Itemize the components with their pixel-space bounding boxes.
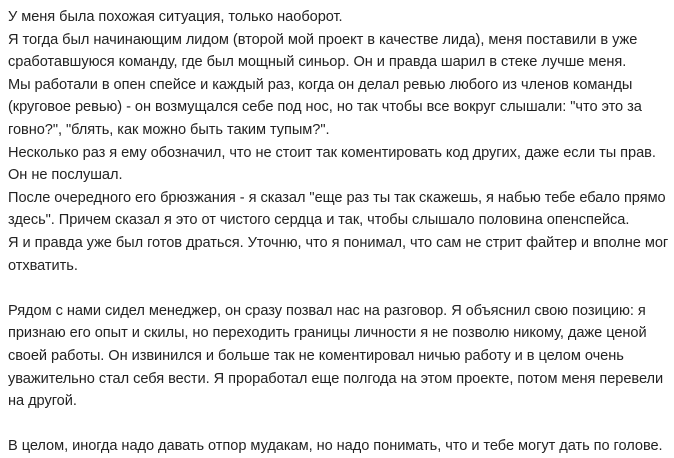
text-line: Несколько раз я ему обозначил, что не стоит так коментировать код других, даже если ты прав. [8, 144, 656, 161]
paragraph-3 [8, 435, 668, 458]
text-line: говно?", "блять, как можно быть таким тупым?". [8, 121, 330, 138]
paragraph-gap [8, 277, 668, 300]
paragraph-1 [8, 6, 668, 277]
text-line: У меня была похожая ситуация, только наоборот. [8, 9, 343, 25]
text-line: отхватить. [8, 257, 78, 274]
text-line: сработавшуюся команду, где был мощный синьор. Он и правда шарил в стеке лучше меня. [8, 54, 627, 71]
post-body [8, 6, 668, 458]
text-line: В целом, иногда надо давать отпор мудакам, но надо понимать, что и тебе могут дать по голове. [8, 438, 663, 455]
text-line: После очередного его брюзжания - я сказал "еще раз ты так скажешь, я набью тебе ебало прямо [8, 189, 666, 206]
text-line: Я и правда уже был готов драться. Уточню, что я понимал, что сам не стрит файтер и вполне мог [8, 234, 669, 251]
text-line: (круговое ревью) - он возмущался себе под нос, но так чтобы все вокруг слышали: "что это за [8, 99, 642, 116]
text-line: Рядом с нами сидел менеджер, он сразу позвал нас на разговор. Я объяснил свою позицию: я [8, 302, 646, 319]
paragraph-2 [8, 300, 668, 413]
text-line: своей работы. Он извинился и больше так не коментировал ничью работу и в целом очень [8, 347, 624, 364]
text-line: здесь". Причем сказал я это от чистого сердца и так, чтобы слышало половина опенспейса. [8, 212, 630, 229]
text-line: признаю его опыт и скилы, но переходить границы личности я не позволю никому, даже ценой [8, 325, 647, 342]
text-line: Я тогда был начинающим лидом (второй мой проект в качестве лида), меня поставили в уже [8, 31, 638, 48]
text-line: Мы работали в опен спейсе и каждый раз, когда он делал ревью любого из членов команды [8, 76, 633, 93]
text-line: на другой. [8, 393, 77, 410]
text-line: уважительно стал себя вести. Я проработал еще полгода на этом проекте, потом меня перевели [8, 370, 664, 387]
text-line: Он не послушал. [8, 167, 123, 184]
paragraph-gap [8, 413, 668, 436]
